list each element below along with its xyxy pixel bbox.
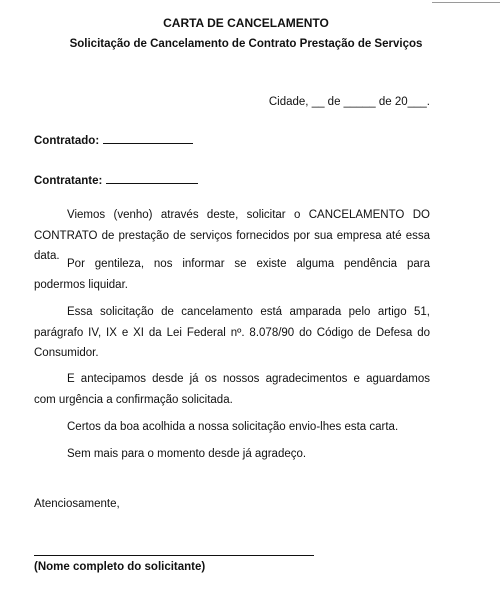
- date-line: Cidade, __ de _____ de 20___.: [268, 96, 430, 108]
- contratado-field: [34, 132, 193, 148]
- paragraph-6: Sem mais para o momento desde já agradeço.: [67, 448, 307, 460]
- letter-title: CARTA DE CANCELAMENTO: [163, 16, 329, 30]
- letter-subtitle: Solicitação de Cancelamento de Contrato Prestação de Serviços: [69, 38, 423, 50]
- contratante-label: Contratante:: [34, 175, 103, 187]
- paragraph-4: E antecipamos desde já os nossos agradecimentos e aguardamos com urgência a confirmação solicitada.: [34, 373, 430, 406]
- contratado-blank: [103, 132, 193, 144]
- signature-line: [34, 555, 314, 556]
- paragraph-2: Por gentileza, nos informar se existe alguma pendência para podermos liquidar.: [34, 258, 430, 291]
- corner-divider: [432, 2, 500, 3]
- paragraph-1: Viemos (venho) através deste, solicitar o CANCELAMENTO DO CONTRATO de prestação de serviços fornecidos por sua empresa até essa data.: [34, 209, 430, 262]
- contratante-blank: [106, 172, 198, 184]
- signature-label: (Nome completo do solicitante): [34, 561, 206, 573]
- closing-text: Atenciosamente,: [34, 498, 120, 510]
- paragraph-5: Certos da boa acolhida a nossa solicitação envio-lhes esta carta.: [67, 421, 399, 433]
- paragraph-3: Essa solicitação de cancelamento está amparada pelo artigo 51, parágrafo IV, IX e XI da Lei Federal nº. 8.078/90 do Código de Defesa do Consumidor.: [34, 306, 430, 359]
- contratado-label: Contratado:: [34, 135, 100, 147]
- contratante-field: [34, 172, 198, 188]
